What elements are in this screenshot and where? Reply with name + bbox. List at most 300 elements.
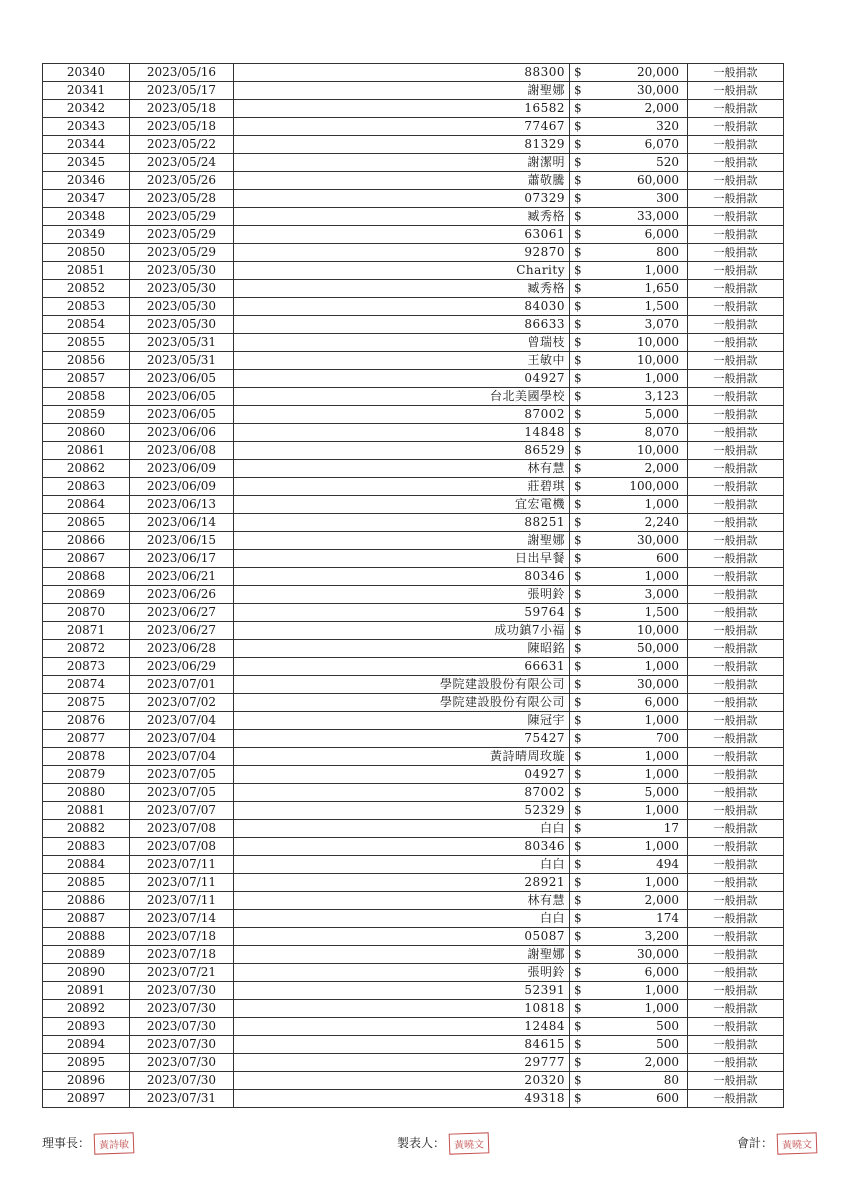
row-type-cell: 一般捐款 [688, 532, 784, 550]
row-donor-cell: 05087 [234, 928, 570, 946]
row-currency-cell: $ [570, 190, 592, 208]
row-amount-cell: 10,000 [592, 334, 688, 352]
row-currency-cell: $ [570, 658, 592, 676]
row-currency-cell: $ [570, 280, 592, 298]
table-row [43, 154, 784, 172]
row-amount-cell: 6,000 [592, 964, 688, 982]
row-date-cell: 2023/07/07 [130, 802, 234, 820]
table-row [43, 1072, 784, 1090]
table-row [43, 766, 784, 784]
row-currency-cell: $ [570, 946, 592, 964]
row-donor-cell: 66631 [234, 658, 570, 676]
row-amount-cell: 33,000 [592, 208, 688, 226]
chairman-seal: 黃詩敏 [94, 1132, 135, 1154]
row-date-cell: 2023/07/11 [130, 892, 234, 910]
row-type-cell: 一般捐款 [688, 136, 784, 154]
row-currency-cell: $ [570, 604, 592, 622]
row-date-cell: 2023/06/08 [130, 442, 234, 460]
row-id-cell: 20861 [43, 442, 130, 460]
table-row [43, 172, 784, 190]
row-id-cell: 20872 [43, 640, 130, 658]
row-currency-cell: $ [570, 154, 592, 172]
row-currency-cell: $ [570, 262, 592, 280]
row-currency-cell: $ [570, 496, 592, 514]
table-row [43, 730, 784, 748]
row-currency-cell: $ [570, 1072, 592, 1090]
row-date-cell: 2023/06/26 [130, 586, 234, 604]
table-row [43, 298, 784, 316]
row-id-cell: 20886 [43, 892, 130, 910]
row-amount-cell: 1,000 [592, 262, 688, 280]
row-amount-cell: 1,000 [592, 658, 688, 676]
row-id-cell: 20885 [43, 874, 130, 892]
row-id-cell: 20858 [43, 388, 130, 406]
row-type-cell: 一般捐款 [688, 712, 784, 730]
row-id-cell: 20340 [43, 64, 130, 82]
row-donor-cell: 10818 [234, 1000, 570, 1018]
row-type-cell: 一般捐款 [688, 82, 784, 100]
table-row [43, 874, 784, 892]
row-type-cell: 一般捐款 [688, 478, 784, 496]
row-date-cell: 2023/05/30 [130, 262, 234, 280]
row-amount-cell: 6,000 [592, 226, 688, 244]
row-amount-cell: 1,000 [592, 1000, 688, 1018]
row-type-cell: 一般捐款 [688, 964, 784, 982]
row-date-cell: 2023/07/04 [130, 748, 234, 766]
row-id-cell: 20874 [43, 676, 130, 694]
row-id-cell: 20869 [43, 586, 130, 604]
row-currency-cell: $ [570, 370, 592, 388]
table-row [43, 910, 784, 928]
row-id-cell: 20875 [43, 694, 130, 712]
row-amount-cell: 50,000 [592, 640, 688, 658]
row-type-cell: 一般捐款 [688, 316, 784, 334]
table-row [43, 532, 784, 550]
row-amount-cell: 600 [592, 550, 688, 568]
row-date-cell: 2023/07/11 [130, 874, 234, 892]
row-id-cell: 20870 [43, 604, 130, 622]
row-amount-cell: 500 [592, 1036, 688, 1054]
row-date-cell: 2023/07/30 [130, 982, 234, 1000]
row-donor-cell: 88251 [234, 514, 570, 532]
row-amount-cell: 30,000 [592, 532, 688, 550]
donation-ledger-table [42, 63, 784, 1108]
row-currency-cell: $ [570, 892, 592, 910]
row-date-cell: 2023/05/22 [130, 136, 234, 154]
row-amount-cell: 3,123 [592, 388, 688, 406]
row-amount-cell: 520 [592, 154, 688, 172]
row-currency-cell: $ [570, 1090, 592, 1108]
row-type-cell: 一般捐款 [688, 946, 784, 964]
row-date-cell: 2023/06/05 [130, 406, 234, 424]
row-date-cell: 2023/05/29 [130, 208, 234, 226]
row-donor-cell: 學院建設股份有限公司 [234, 676, 570, 694]
table-row [43, 208, 784, 226]
row-donor-cell: 07329 [234, 190, 570, 208]
table-row [43, 460, 784, 478]
row-amount-cell: 6,000 [592, 694, 688, 712]
row-donor-cell: 謝聖娜 [234, 946, 570, 964]
row-donor-cell: 28921 [234, 874, 570, 892]
row-currency-cell: $ [570, 694, 592, 712]
row-type-cell: 一般捐款 [688, 64, 784, 82]
row-currency-cell: $ [570, 586, 592, 604]
row-donor-cell: 29777 [234, 1054, 570, 1072]
row-donor-cell: 86633 [234, 316, 570, 334]
row-amount-cell: 5,000 [592, 784, 688, 802]
row-donor-cell: 白白 [234, 820, 570, 838]
row-type-cell: 一般捐款 [688, 730, 784, 748]
row-currency-cell: $ [570, 820, 592, 838]
row-currency-cell: $ [570, 802, 592, 820]
row-id-cell: 20864 [43, 496, 130, 514]
row-donor-cell: 曾瑞枝 [234, 334, 570, 352]
table-row [43, 406, 784, 424]
row-date-cell: 2023/07/11 [130, 856, 234, 874]
row-id-cell: 20344 [43, 136, 130, 154]
row-date-cell: 2023/07/30 [130, 1054, 234, 1072]
table-row [43, 64, 784, 82]
row-id-cell: 20890 [43, 964, 130, 982]
row-type-cell: 一般捐款 [688, 622, 784, 640]
row-currency-cell: $ [570, 568, 592, 586]
row-donor-cell: 張明鈴 [234, 964, 570, 982]
row-amount-cell: 1,000 [592, 568, 688, 586]
row-donor-cell: 80346 [234, 838, 570, 856]
table-row [43, 784, 784, 802]
row-type-cell: 一般捐款 [688, 604, 784, 622]
row-id-cell: 20867 [43, 550, 130, 568]
row-id-cell: 20855 [43, 334, 130, 352]
row-currency-cell: $ [570, 334, 592, 352]
row-currency-cell: $ [570, 928, 592, 946]
row-type-cell: 一般捐款 [688, 982, 784, 1000]
row-donor-cell: 謝聖娜 [234, 532, 570, 550]
row-id-cell: 20880 [43, 784, 130, 802]
row-type-cell: 一般捐款 [688, 208, 784, 226]
row-amount-cell: 1,000 [592, 712, 688, 730]
row-id-cell: 20879 [43, 766, 130, 784]
row-type-cell: 一般捐款 [688, 748, 784, 766]
row-date-cell: 2023/05/18 [130, 118, 234, 136]
row-donor-cell: 白白 [234, 856, 570, 874]
preparer-signature [397, 1133, 489, 1154]
row-currency-cell: $ [570, 478, 592, 496]
row-donor-cell: 63061 [234, 226, 570, 244]
row-id-cell: 20887 [43, 910, 130, 928]
row-date-cell: 2023/06/21 [130, 568, 234, 586]
row-id-cell: 20883 [43, 838, 130, 856]
row-amount-cell: 3,200 [592, 928, 688, 946]
row-donor-cell: 謝聖娜 [234, 82, 570, 100]
row-id-cell: 20348 [43, 208, 130, 226]
row-currency-cell: $ [570, 100, 592, 118]
row-type-cell: 一般捐款 [688, 1072, 784, 1090]
row-currency-cell: $ [570, 442, 592, 460]
row-donor-cell: 14848 [234, 424, 570, 442]
table-row [43, 694, 784, 712]
row-date-cell: 2023/06/17 [130, 550, 234, 568]
row-type-cell: 一般捐款 [688, 100, 784, 118]
row-id-cell: 20850 [43, 244, 130, 262]
row-amount-cell: 30,000 [592, 676, 688, 694]
row-type-cell: 一般捐款 [688, 856, 784, 874]
table-row [43, 388, 784, 406]
table-row [43, 892, 784, 910]
row-currency-cell: $ [570, 982, 592, 1000]
row-amount-cell: 500 [592, 1018, 688, 1036]
row-donor-cell: 52391 [234, 982, 570, 1000]
table-row [43, 496, 784, 514]
table-row [43, 928, 784, 946]
row-currency-cell: $ [570, 244, 592, 262]
row-donor-cell: 成功鎮7小福 [234, 622, 570, 640]
row-date-cell: 2023/07/30 [130, 1072, 234, 1090]
row-id-cell: 20877 [43, 730, 130, 748]
row-donor-cell: 77467 [234, 118, 570, 136]
row-date-cell: 2023/07/08 [130, 838, 234, 856]
row-donor-cell: 16582 [234, 100, 570, 118]
row-date-cell: 2023/06/27 [130, 604, 234, 622]
row-donor-cell: 白白 [234, 910, 570, 928]
row-amount-cell: 3,000 [592, 586, 688, 604]
row-id-cell: 20897 [43, 1090, 130, 1108]
table-row [43, 640, 784, 658]
row-id-cell: 20866 [43, 532, 130, 550]
row-date-cell: 2023/07/18 [130, 928, 234, 946]
row-id-cell: 20346 [43, 172, 130, 190]
row-id-cell: 20863 [43, 478, 130, 496]
row-date-cell: 2023/06/13 [130, 496, 234, 514]
row-id-cell: 20349 [43, 226, 130, 244]
row-id-cell: 20876 [43, 712, 130, 730]
preparer-label: 製表人： [397, 1136, 446, 1150]
row-id-cell: 20851 [43, 262, 130, 280]
row-currency-cell: $ [570, 856, 592, 874]
row-type-cell: 一般捐款 [688, 406, 784, 424]
row-date-cell: 2023/05/30 [130, 316, 234, 334]
row-type-cell: 一般捐款 [688, 694, 784, 712]
row-date-cell: 2023/06/05 [130, 370, 234, 388]
row-currency-cell: $ [570, 388, 592, 406]
row-currency-cell: $ [570, 532, 592, 550]
row-type-cell: 一般捐款 [688, 892, 784, 910]
row-date-cell: 2023/05/28 [130, 190, 234, 208]
row-currency-cell: $ [570, 226, 592, 244]
row-amount-cell: 5,000 [592, 406, 688, 424]
row-id-cell: 20856 [43, 352, 130, 370]
row-id-cell: 20343 [43, 118, 130, 136]
row-donor-cell: 台北美國學校 [234, 388, 570, 406]
row-donor-cell: 王敏中 [234, 352, 570, 370]
row-currency-cell: $ [570, 118, 592, 136]
row-id-cell: 20895 [43, 1054, 130, 1072]
row-date-cell: 2023/06/27 [130, 622, 234, 640]
row-amount-cell: 80 [592, 1072, 688, 1090]
row-amount-cell: 300 [592, 190, 688, 208]
row-currency-cell: $ [570, 352, 592, 370]
table-row [43, 820, 784, 838]
row-amount-cell: 3,070 [592, 316, 688, 334]
row-donor-cell: 臧秀格 [234, 280, 570, 298]
row-id-cell: 20862 [43, 460, 130, 478]
row-donor-cell: 12484 [234, 1018, 570, 1036]
chairman-signature [42, 1133, 134, 1154]
row-donor-cell: 86529 [234, 442, 570, 460]
row-type-cell: 一般捐款 [688, 784, 784, 802]
row-amount-cell: 1,000 [592, 766, 688, 784]
row-type-cell: 一般捐款 [688, 262, 784, 280]
table-row [43, 118, 784, 136]
row-date-cell: 2023/05/30 [130, 298, 234, 316]
row-date-cell: 2023/06/28 [130, 640, 234, 658]
table-row [43, 478, 784, 496]
row-id-cell: 20865 [43, 514, 130, 532]
row-donor-cell: 陳昭銘 [234, 640, 570, 658]
row-currency-cell: $ [570, 82, 592, 100]
row-id-cell: 20871 [43, 622, 130, 640]
row-donor-cell: 75427 [234, 730, 570, 748]
row-donor-cell: 莊碧琪 [234, 478, 570, 496]
table-row [43, 1018, 784, 1036]
row-date-cell: 2023/07/04 [130, 730, 234, 748]
row-id-cell: 20860 [43, 424, 130, 442]
row-type-cell: 一般捐款 [688, 298, 784, 316]
table-row [43, 964, 784, 982]
row-type-cell: 一般捐款 [688, 802, 784, 820]
row-type-cell: 一般捐款 [688, 874, 784, 892]
row-type-cell: 一般捐款 [688, 334, 784, 352]
row-type-cell: 一般捐款 [688, 640, 784, 658]
row-donor-cell: 臧秀格 [234, 208, 570, 226]
row-donor-cell: 宜宏電機 [234, 496, 570, 514]
row-donor-cell: 張明鈴 [234, 586, 570, 604]
row-date-cell: 2023/06/29 [130, 658, 234, 676]
row-type-cell: 一般捐款 [688, 928, 784, 946]
table-row [43, 100, 784, 118]
row-type-cell: 一般捐款 [688, 514, 784, 532]
row-donor-cell: 林有慧 [234, 460, 570, 478]
row-date-cell: 2023/07/18 [130, 946, 234, 964]
row-id-cell: 20888 [43, 928, 130, 946]
row-date-cell: 2023/06/05 [130, 388, 234, 406]
row-currency-cell: $ [570, 910, 592, 928]
row-amount-cell: 600 [592, 1090, 688, 1108]
row-donor-cell: 學院建設股份有限公司 [234, 694, 570, 712]
row-amount-cell: 2,000 [592, 1054, 688, 1072]
row-amount-cell: 1,000 [592, 874, 688, 892]
row-date-cell: 2023/06/15 [130, 532, 234, 550]
row-currency-cell: $ [570, 64, 592, 82]
row-currency-cell: $ [570, 1036, 592, 1054]
row-amount-cell: 1,000 [592, 370, 688, 388]
row-currency-cell: $ [570, 406, 592, 424]
row-donor-cell: 蕭敬騰 [234, 172, 570, 190]
row-amount-cell: 2,000 [592, 100, 688, 118]
row-date-cell: 2023/05/29 [130, 244, 234, 262]
table-row [43, 334, 784, 352]
row-id-cell: 20859 [43, 406, 130, 424]
preparer-seal: 黃曉文 [449, 1132, 490, 1154]
table-row [43, 1036, 784, 1054]
row-currency-cell: $ [570, 514, 592, 532]
accountant-label: 會計： [737, 1136, 774, 1150]
table-row [43, 568, 784, 586]
table-row [43, 1000, 784, 1018]
row-date-cell: 2023/07/05 [130, 766, 234, 784]
row-type-cell: 一般捐款 [688, 550, 784, 568]
row-type-cell: 一般捐款 [688, 1090, 784, 1108]
row-donor-cell: 52329 [234, 802, 570, 820]
row-date-cell: 2023/06/14 [130, 514, 234, 532]
table-row [43, 550, 784, 568]
row-id-cell: 20868 [43, 568, 130, 586]
row-currency-cell: $ [570, 766, 592, 784]
row-amount-cell: 800 [592, 244, 688, 262]
row-amount-cell: 1,000 [592, 982, 688, 1000]
row-currency-cell: $ [570, 748, 592, 766]
row-currency-cell: $ [570, 1054, 592, 1072]
row-id-cell: 20852 [43, 280, 130, 298]
row-donor-cell: 日出早餐 [234, 550, 570, 568]
row-currency-cell: $ [570, 640, 592, 658]
table-row [43, 838, 784, 856]
row-currency-cell: $ [570, 298, 592, 316]
table-row [43, 658, 784, 676]
row-id-cell: 20857 [43, 370, 130, 388]
row-date-cell: 2023/07/30 [130, 1000, 234, 1018]
row-amount-cell: 1,500 [592, 604, 688, 622]
row-type-cell: 一般捐款 [688, 838, 784, 856]
row-donor-cell: 87002 [234, 406, 570, 424]
row-amount-cell: 30,000 [592, 82, 688, 100]
row-type-cell: 一般捐款 [688, 424, 784, 442]
row-id-cell: 20893 [43, 1018, 130, 1036]
row-type-cell: 一般捐款 [688, 154, 784, 172]
row-currency-cell: $ [570, 730, 592, 748]
row-currency-cell: $ [570, 316, 592, 334]
row-date-cell: 2023/07/30 [130, 1036, 234, 1054]
row-donor-cell: 謝潔明 [234, 154, 570, 172]
table-row [43, 262, 784, 280]
table-row [43, 280, 784, 298]
row-donor-cell: 陳冠宇 [234, 712, 570, 730]
row-date-cell: 2023/07/30 [130, 1018, 234, 1036]
row-date-cell: 2023/07/21 [130, 964, 234, 982]
row-type-cell: 一般捐款 [688, 1054, 784, 1072]
row-donor-cell: 87002 [234, 784, 570, 802]
row-donor-cell: 80346 [234, 568, 570, 586]
row-date-cell: 2023/05/31 [130, 352, 234, 370]
row-currency-cell: $ [570, 208, 592, 226]
row-type-cell: 一般捐款 [688, 658, 784, 676]
row-amount-cell: 1,650 [592, 280, 688, 298]
table-row [43, 244, 784, 262]
row-type-cell: 一般捐款 [688, 586, 784, 604]
row-id-cell: 20341 [43, 82, 130, 100]
row-donor-cell: 81329 [234, 136, 570, 154]
row-amount-cell: 30,000 [592, 946, 688, 964]
row-donor-cell: 林有慧 [234, 892, 570, 910]
row-type-cell: 一般捐款 [688, 280, 784, 298]
row-type-cell: 一般捐款 [688, 118, 784, 136]
table-row [43, 622, 784, 640]
row-currency-cell: $ [570, 136, 592, 154]
row-type-cell: 一般捐款 [688, 766, 784, 784]
row-donor-cell: 92870 [234, 244, 570, 262]
row-donor-cell: 04927 [234, 370, 570, 388]
row-type-cell: 一般捐款 [688, 1018, 784, 1036]
